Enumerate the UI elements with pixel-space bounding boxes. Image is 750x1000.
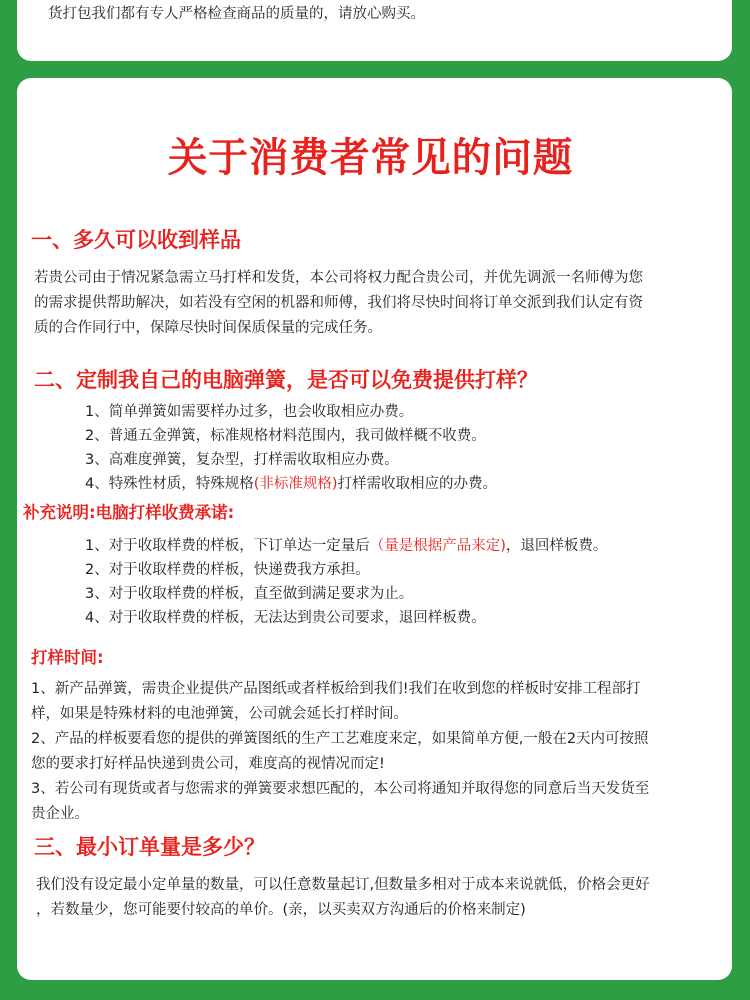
sample-time-line: 1、新产品弹簧，需贵企业提供产品图纸或者样板给到我们!我们在收到您的样板时安排工程部打 <box>31 681 641 697</box>
q1-heading: 一、多久可以收到样品 <box>31 228 241 252</box>
page-title: 关于消费者常见的问题 <box>167 135 574 181</box>
sample-time-line: 样，如果是特殊材料的电池弹簧，公司就会延长打样时间。 <box>31 706 408 722</box>
q2-item <box>85 472 497 493</box>
sample-time-line: 您的要求打好样品快递到贵公司，难度高的视情况而定! <box>31 756 385 772</box>
supplement-item1-text: 1、对于收取样费的样板，下订单达一定量后 <box>85 538 370 554</box>
q2-item4-text: 4、特殊性材质，特殊规格 <box>85 476 254 492</box>
sample-time-line: 3、若公司有现货或者与您需求的弹簧要求想匹配的，本公司将通知并取得您的同意后当天发货至 <box>31 781 650 797</box>
q2-heading: 二、定制我自己的电脑弹簧，是否可以免费提供打样？ <box>34 368 538 392</box>
supplement-item: 3、对于收取样费的样板，直至做到满足要求为止。 <box>85 586 414 602</box>
supplement-item <box>85 534 607 555</box>
supplement-heading: 补充说明:电脑打样收费承诺: <box>23 503 235 522</box>
q3-heading: 三、最小订单量是多少？ <box>34 835 265 859</box>
q1-line: 质的合作同行中，保障尽快时间保质保量的完成任务。 <box>34 320 382 336</box>
q2-item: 2、普通五金弹簧，标准规格材料范围内，我司做样概不收费。 <box>85 428 486 444</box>
supplement-item: 2、对于收取样费的样板，快递费我方承担。 <box>85 562 370 578</box>
sample-time-heading: 打样时间: <box>31 648 104 667</box>
q2-item4-text: 打样需收取相应的办费。 <box>337 476 498 492</box>
q2-item: 3、高难度弹簧，复杂型，打样需收取相应办费。 <box>85 452 399 468</box>
q1-line: 若贵公司由于情况紧急需立马打样和发货，本公司将权力配合贵公司，并优先调派一名师傅为您 <box>34 270 643 286</box>
supplement-item1-text: ，退回样板费。 <box>505 538 608 554</box>
q2-item4-highlight: (非标准规格) <box>253 476 338 492</box>
sample-time-line: 2、产品的样板要看您的提供的弹簧图纸的生产工艺难度来定，如果简单方便,一般在2天内可按照 <box>31 731 649 747</box>
q1-line: 的需求提供帮助解决，如若没有空闲的机器和师傅，我们将尽快时间将订单交派到我们认定有资 <box>34 295 643 311</box>
q2-item: 1、简单弹簧如需要样办过多，也会收取相应办费。 <box>85 404 414 420</box>
previous-card <box>17 0 732 61</box>
supplement-item: 4、对于收取样费的样板，无法达到贵公司要求，退回样板费。 <box>85 610 486 626</box>
q3-line: 我们没有设定最小定单量的数量，可以任意数量起订,但数量多相对于成本来说就低，价格会更好 <box>36 877 650 893</box>
supplement-item1-highlight: （量是根据产品来定) <box>369 538 506 554</box>
q3-line: ，若数量少，您可能要付较高的单价。(亲，以买卖双方沟通后的价格来制定) <box>36 902 526 918</box>
previous-card-text: 货打包我们都有专人严格检查商品的质量的，请放心购买。 <box>48 6 425 22</box>
sample-time-line: 贵企业。 <box>31 806 89 822</box>
faq-card <box>17 78 732 980</box>
